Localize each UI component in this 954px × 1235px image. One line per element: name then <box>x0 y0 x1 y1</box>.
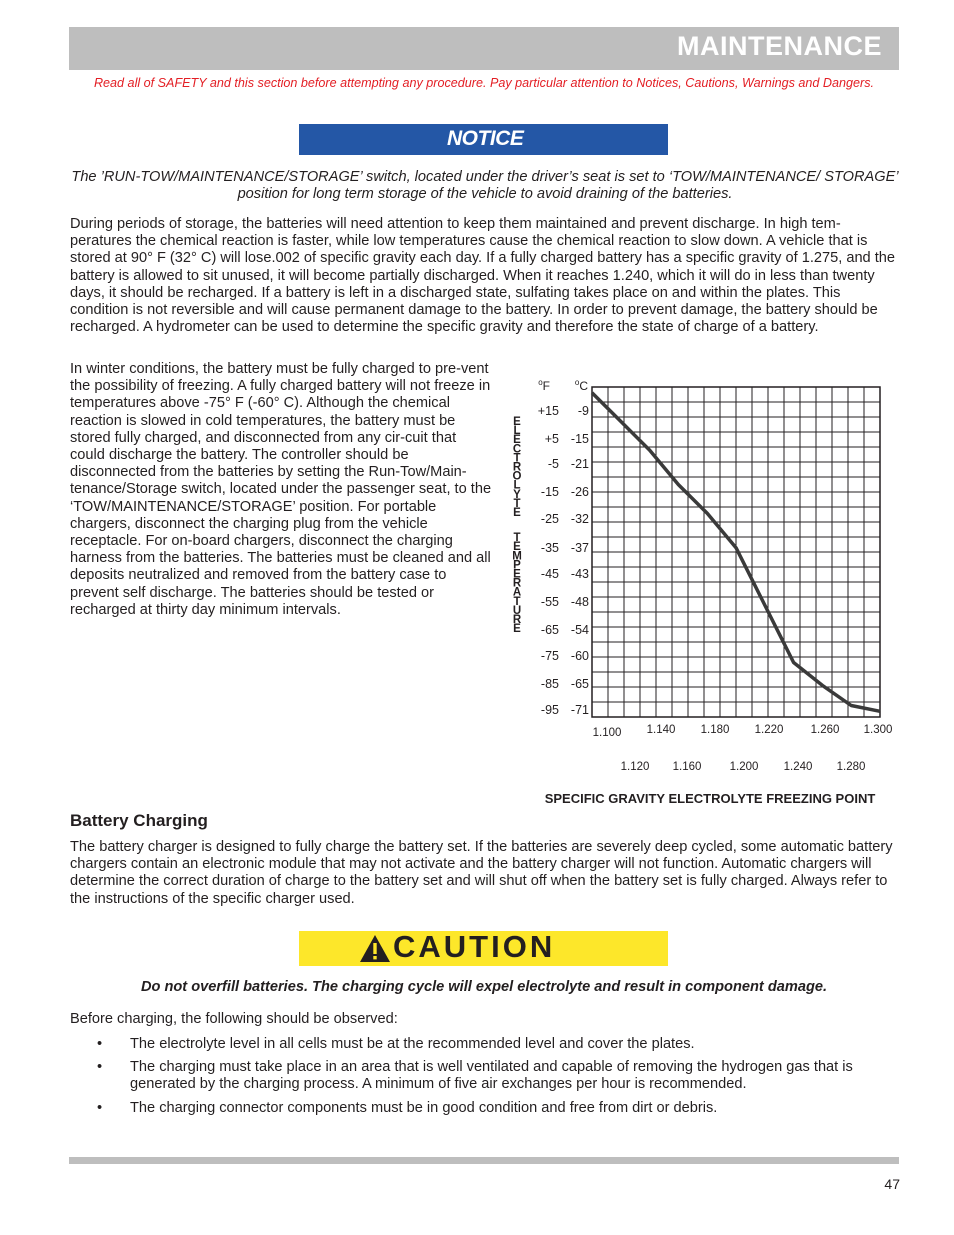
x-tick-label-lower: 1.200 <box>729 761 759 773</box>
y-tick-label-f: -25 <box>540 512 559 526</box>
degree-symbol: o <box>574 378 580 387</box>
unit-f-label <box>538 378 550 393</box>
y-tick-label-f: -5 <box>547 457 559 471</box>
y-tick-label-f: -95 <box>540 703 559 717</box>
x-tick-label-upper: 1.220 <box>754 724 784 736</box>
battery-charging-heading: Battery Charging <box>70 811 208 830</box>
x-tick-label-lower: 1.280 <box>836 761 866 773</box>
unit-c-label <box>575 378 588 393</box>
y-tick-label-f: -65 <box>540 623 559 637</box>
y-axis-label-letter: E <box>513 416 521 428</box>
y-axis-label-letter: U <box>512 604 522 617</box>
y-axis-label-letter: E <box>513 507 521 519</box>
battery-charging-text: The battery charger is designed to fully charge the battery set. If the batteries are severely deep cycled, some automatic battery chargers contain an electronic module that may not activate and the battery charger will not function. Automatic chargers will determine the correct duration of charge to the battery set and will shut off when the battery set is fully charged. Always refer to the instructions of the specific charger used. <box>70 839 893 907</box>
notice-label: NOTICE <box>447 127 524 150</box>
y-tick-label-c: -37 <box>570 541 589 555</box>
y-axis-label-letter: R <box>512 577 522 590</box>
before-charging-intro: Before charging, the following should be observed: <box>70 1011 398 1027</box>
y-axis-label-letter: T <box>513 497 521 510</box>
y-axis-label-letter: A <box>512 586 522 599</box>
y-tick-label-c: -71 <box>570 703 589 717</box>
x-tick-label-upper: 1.300 <box>863 724 893 736</box>
unit-letter: F <box>542 379 550 393</box>
y-tick-label-c: -26 <box>570 485 589 499</box>
y-axis-label-letter: M <box>512 550 522 563</box>
y-tick-label-c: -48 <box>570 595 589 609</box>
y-tick-label-c: -65 <box>570 677 589 691</box>
y-axis-label-letter: E <box>513 568 521 581</box>
storage-paragraph: During periods of storage, the batteries will need attention to keep them maintained and prevent discharge. In high tem-peratures the chemical reaction is faster, while low temperatures cause the chemical reaction to slow down. A vehicle that is stored at 90° F (32° C) will lose.002 of specific gravity each day. If a fully charged battery has a specific gravity of 1.275, and the battery is allowed to sit unused, it will become partially discharged. When it reaches 1.240, which it will do in less than twenty days, it should be recharged. If a battery is left in a discharged state, sulfating takes place on and within the plates. This condition is not reversible and will cause permanent damage to the battery. In order to prevent damage, the battery should be recharged. A hydrometer can be used to determine the specific gravity and therefore the state of charge of a battery. <box>70 216 896 336</box>
y-tick-label-c: -9 <box>577 404 589 418</box>
y-tick-label-c: -21 <box>570 457 589 471</box>
x-tick-label-lower: 1.160 <box>672 761 702 773</box>
y-tick-label-f: +15 <box>537 404 559 418</box>
y-tick-label-f: -35 <box>540 541 559 555</box>
x-tick-label-upper: 1.140 <box>646 724 676 736</box>
x-tick-label-lower: 1.120 <box>620 761 650 773</box>
caution-label: CAUTION <box>393 929 556 964</box>
list-item: The electrolyte level in all cells must be at the recommended level and cover the plates. <box>130 1036 695 1052</box>
list-item: The charging must take place in an area that is well ventilated and capable of removing the hydrogen gas that is generated by the charging process. A minimum of five air exchanges per hour is recommended. <box>130 1059 853 1093</box>
page-number: 47 <box>884 1176 900 1192</box>
bullet-symbol: • <box>97 1036 103 1052</box>
y-axis-label-letter: R <box>512 461 522 474</box>
chart-title: SPECIFIC GRAVITY ELECTROLYTE FREEZING POINT <box>544 791 876 806</box>
y-axis-label-letter: E <box>513 541 521 554</box>
y-tick-label-c: -54 <box>570 623 589 637</box>
x-tick-label-upper: 1.180 <box>700 724 730 736</box>
y-axis-label-letter: C <box>512 443 522 456</box>
y-tick-label-f: -75 <box>540 649 559 663</box>
y-axis-label-letter: P <box>513 559 521 572</box>
x-axis-ticks <box>593 724 893 773</box>
bullet-symbol: • <box>97 1059 103 1075</box>
y-tick-label-f: -55 <box>540 595 559 609</box>
safety-note: Read all of SAFETY and this section before attempting any procedure. Pay particular attention to Notices, Cautions, Warnings and Dangers. <box>93 76 875 90</box>
y-tick-label-f: -15 <box>540 485 559 499</box>
bullet-symbol: • <box>97 1100 103 1116</box>
y-axis-label-letter: T <box>513 595 521 608</box>
y-axis-label-letter: T <box>513 532 521 545</box>
y-axis-label-letter: O <box>512 470 522 483</box>
x-tick-label-upper: 1.260 <box>810 724 840 736</box>
y-tick-label-f: -45 <box>540 567 559 581</box>
y-tick-label-c: -32 <box>570 512 589 526</box>
y-axis-label-letter: E <box>513 623 521 636</box>
y-tick-label-f: +5 <box>544 432 559 446</box>
freezing-point-chart <box>505 370 905 810</box>
y-tick-label-c: -43 <box>570 567 589 581</box>
list-item: The charging connector components must be in good condition and free from dirt or debris. <box>130 1100 718 1116</box>
caution-banner <box>299 931 668 966</box>
footer-bar <box>69 1157 899 1164</box>
y-tick-label-f: -85 <box>540 677 559 691</box>
y-axis-label-letter: L <box>513 425 521 438</box>
y-axis-label-letter: R <box>512 614 522 626</box>
notice-banner <box>299 124 668 155</box>
header-bar <box>69 27 899 70</box>
degree-symbol: o <box>538 378 543 387</box>
y-axis-label-letter: T <box>513 452 521 465</box>
x-tick-label-lower: 1.240 <box>783 761 813 773</box>
y-axis-label-letter: L <box>513 479 521 492</box>
page-title: MAINTENANCE <box>677 31 882 61</box>
y-axis-label-letter: Y <box>513 488 521 501</box>
unit-letter: C <box>579 379 588 393</box>
warning-triangle-icon <box>359 934 391 963</box>
notice-text: The ’RUN-TOW/MAINTENANCE/STORAGE’ switch, located under the driver’s seat is set to ‘TOW/MAINTENANCE/ STORAGE’ position for long term storage of the vehicle to avoid draining of the batteries. <box>71 169 899 202</box>
caution-text: Do not overfill batteries. The charging cycle will expel electrolyte and result in component damage. <box>140 979 828 995</box>
y-axis-label-letter: E <box>513 434 521 447</box>
x-tick-label-upper: 1.100 <box>592 727 622 739</box>
y-axis-label <box>512 416 522 635</box>
y-tick-label-c: -60 <box>570 649 589 663</box>
y-tick-label-c: -15 <box>570 432 589 446</box>
y-axis-ticks <box>538 404 589 717</box>
winter-paragraph: In winter conditions, the battery must be fully charged to pre-vent the possibility of freezing. A fully charged battery will not freeze in temperatures above -75° F (-60° C). Although the chemical reaction is slowed in cold temperatures, the battery must be stored fully charged, and disconnected from any cir-cuit that could discharge the battery. The controller should be disconnected from the batteries by setting the Run-Tow/Main-tenance/Storage switch, located under the passenger seat, to the ‘TOW/MAINTENANCE/STORAGE’ position. For portable chargers, disconnect the charging plug from the vehicle receptacle. For on-board chargers, disconnect the charging harness from the batteries. The batteries must be cleaned and all deposits neutralized and removed from the battery case to prevent self discharge. The batteries should be tested or recharged at thirty day minimum intervals. <box>70 361 492 618</box>
